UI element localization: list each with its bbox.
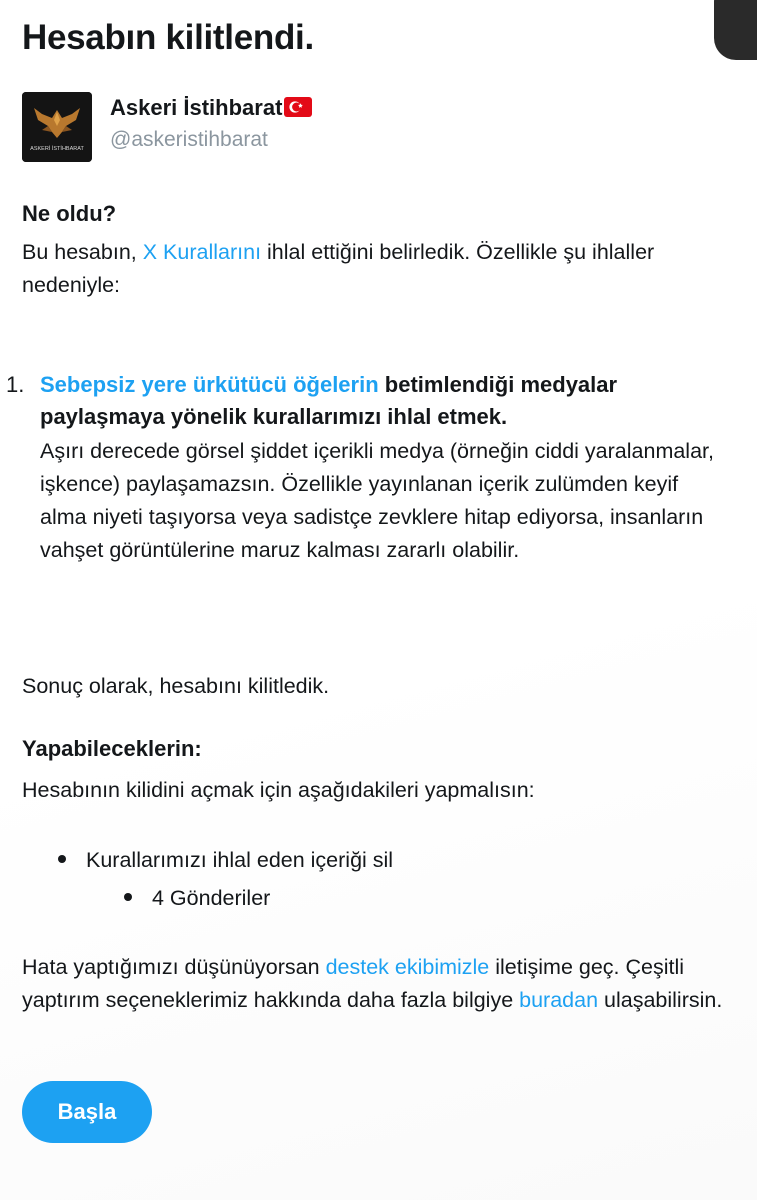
unlock-intro-text: Hesabının kilidini açmak için aşağıdakileri yapmalısın:: [22, 778, 535, 802]
list-item: [58, 845, 393, 875]
page-title: Hesabın kilitlendi.: [22, 18, 314, 57]
result-text: Sonuç olarak, hesabını kilitledik.: [22, 674, 330, 698]
support-text: [22, 951, 752, 1017]
account-name-row: [110, 94, 312, 122]
what-happened-heading: Ne oldu?: [22, 201, 117, 226]
device-corner: [714, 0, 757, 60]
list-item: [124, 883, 270, 913]
violation-number: 1.: [6, 372, 25, 397]
violation-rule-link[interactable]: Sebepsiz yere ürkütücü öğelerin: [40, 372, 379, 397]
step-label: Kurallarımızı ihlal eden içeriği sil: [86, 848, 394, 872]
violation-title: [40, 369, 730, 433]
bullet-icon: [124, 893, 132, 901]
x-rules-link[interactable]: X Kurallarını: [142, 240, 262, 264]
violation-title-rest: betimlendiği medyalar paylaşmaya yönelik kurallarımızı ihlal etmek.: [40, 372, 618, 429]
support-text-start: Hata yaptığımızı düşünüyorsan: [22, 955, 326, 979]
what-happened-text-start: Bu hesabın,: [22, 240, 143, 264]
start-button[interactable]: Başla: [22, 1081, 152, 1143]
account-name: Askeri İstihbarat: [110, 95, 283, 120]
account-handle: @askeristihbarat: [110, 128, 268, 151]
step-subitem: 4 Gönderiler: [152, 886, 271, 910]
support-team-link[interactable]: destek ekibimizle: [325, 955, 490, 979]
account-card: [22, 92, 522, 162]
violation-description: Aşırı derecede görsel şiddet içerikli medya (örneğin ciddi yaralanmalar, işkence) paylaşamazsın. Özellikle yayınlanan içerik zulümden keyif alma niyeti taşıyorsa veya sadistçe zevklere hitap ediyorsa, insanların vahşet görüntülerine maruz kalması zararlı olabilir.: [40, 439, 714, 562]
turkey-flag-icon: [284, 97, 312, 117]
what-you-can-do-heading: Yapabileceklerin:: [22, 736, 202, 761]
support-text-middle: iletişime geç. Çeşitli yaptırım seçeneklerimiz hakkında daha fazla bilgiye: [22, 955, 685, 1012]
more-info-link[interactable]: buradan: [519, 988, 599, 1012]
avatar: [22, 92, 92, 162]
avatar-caption: ASKERİ İSTİHBARAT: [30, 146, 84, 152]
what-happened-text-end: ihlal ettiğini belirledik. Özellikle şu ihlaller nedeniyle:: [22, 240, 655, 297]
support-text-end: ulaşabilirsin.: [598, 988, 723, 1012]
eagle-logo-icon: [22, 92, 92, 162]
what-happened-text: [22, 236, 722, 302]
bullet-icon: [58, 855, 66, 863]
violation-body: [40, 369, 730, 567]
